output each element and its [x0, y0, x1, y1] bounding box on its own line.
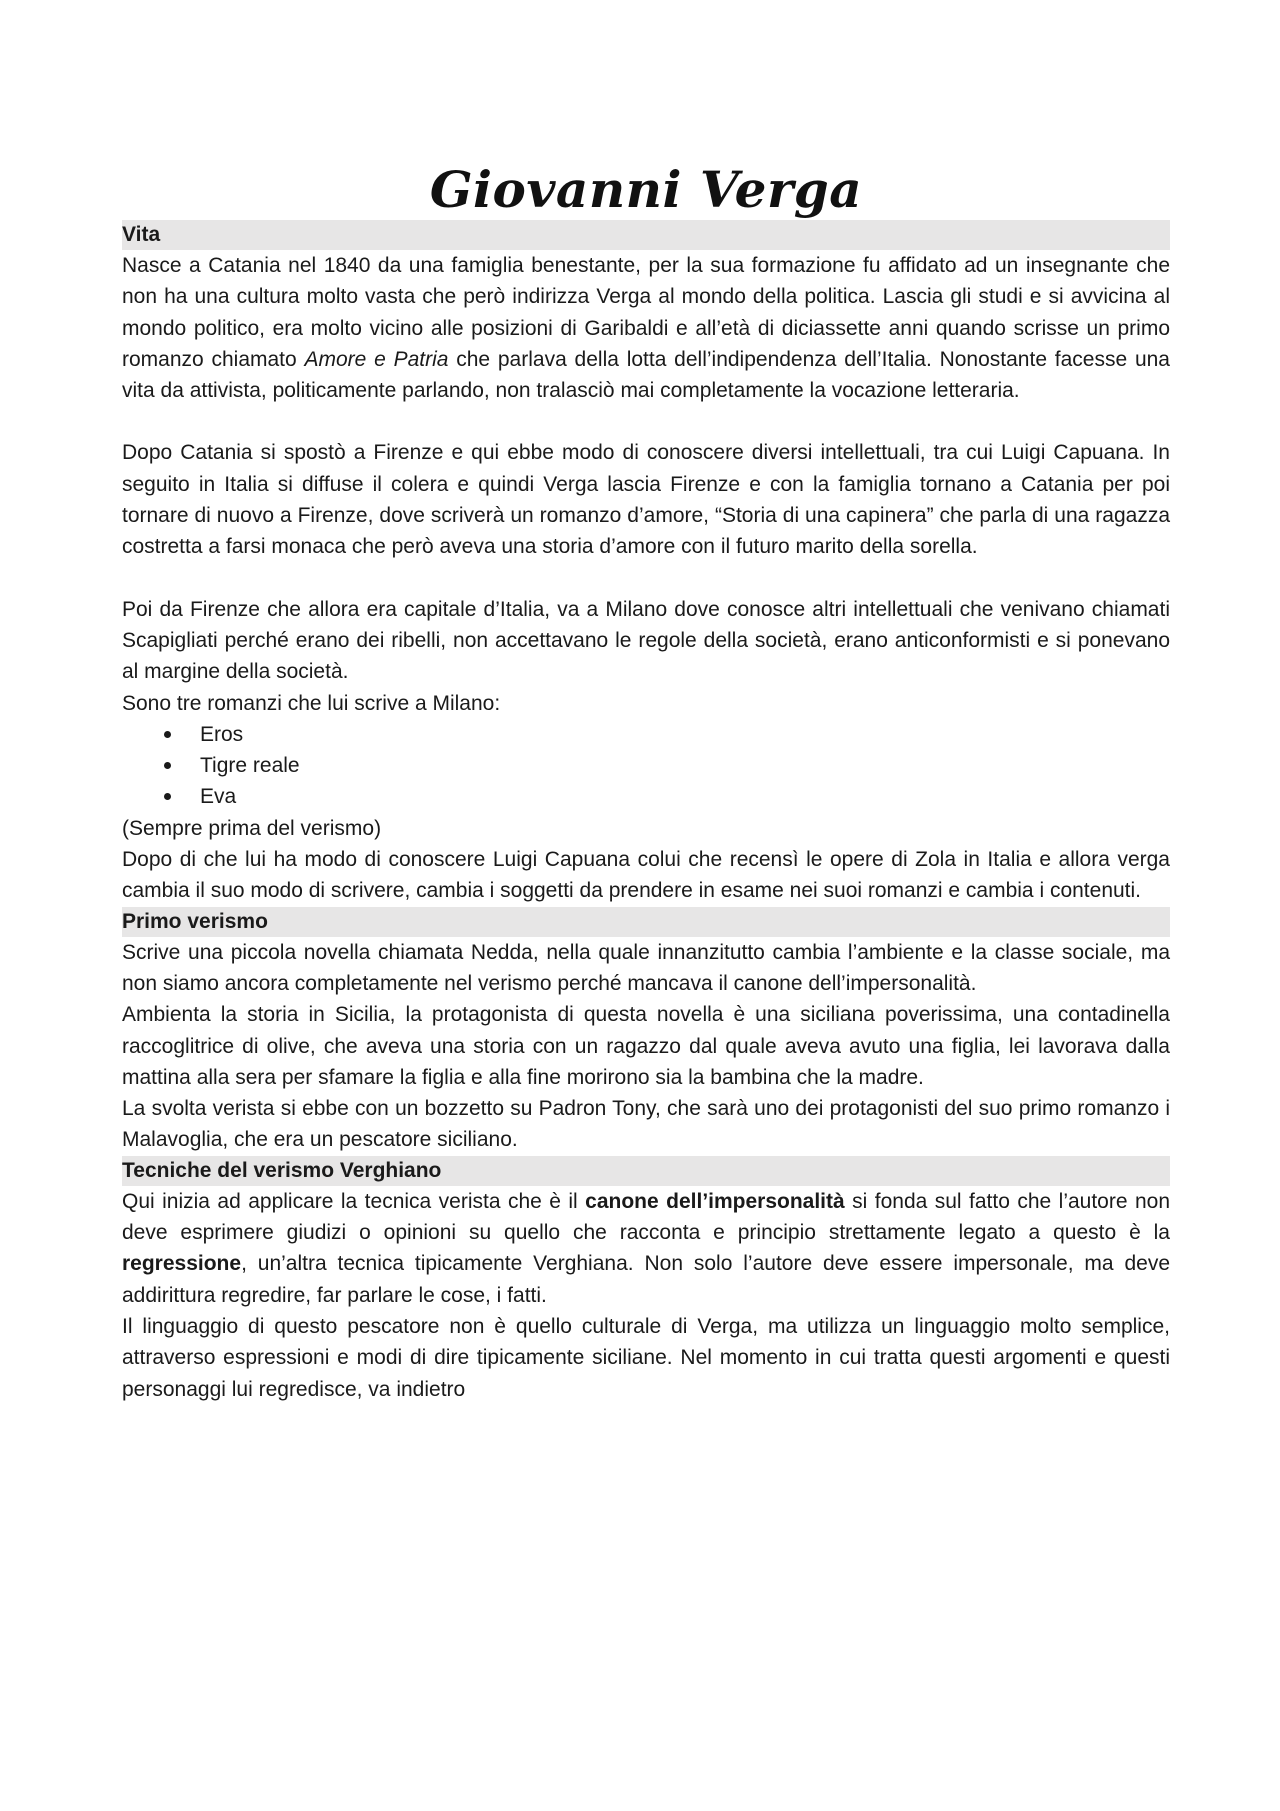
paragraph-vita-6: Dopo di che lui ha modo di conoscere Luigi Capuana colui che recensì le opere di Zola in Italia e allora verga cambia il suo modo di scrivere, cambia i soggetti da prendere in esame nei suoi romanzi e cambia i contenuti.: [122, 848, 1170, 903]
section-heading-tecniche: Tecniche del verismo Verghiano: [122, 1156, 1170, 1186]
paragraph-text: Qui inizia ad applicare la tecnica verista che è il: [122, 1189, 586, 1213]
paragraph-vita-3: Poi da Firenze che allora era capitale d’Italia, va a Milano dove conosce altri intellettuali che venivano chiamati Scapigliati perché erano dei ribelli, non accettavano le regole della società, erano anticonformisti e si ponevano al margine della società.: [122, 597, 1170, 684]
bold-term-impersonalita: canone dell’impersonalità: [585, 1189, 845, 1213]
section-heading-vita: Vita: [122, 220, 1170, 250]
italic-book-title: Amore e Patria: [304, 347, 449, 371]
document-body: [122, 160, 1170, 1405]
section-heading-primo-verismo: Primo verismo: [122, 907, 1170, 937]
paragraph-text: Nasce a Catania nel 1840 da una famiglia benestante, per la sua formazione fu affidato ad un insegnante che non ha una cultura molto vasta che però indirizza Verga al mondo della politica. Lascia gli studi e si avvicina al mondo politico, era molto vicino alle posizioni di Garibaldi e all’età di diciassette anni quando scrisse un primo romanzo chiamato: [122, 254, 1170, 371]
paragraph-primo-verismo-2: Ambienta la storia in Sicilia, la protagonista di questa novella è una siciliana poverissima, una contadinella raccoglitrice di olive, che aveva una storia con un ragazzo dal quale aveva avuto una figlia, lei lavorava dalla mattina alla sera per sfamare la figlia e alla fine morirono sia la bambina che la madre.: [122, 1003, 1170, 1089]
list-item-label: Eros: [200, 722, 244, 746]
list-item: [122, 719, 1170, 750]
paragraph-vita-2: Dopo Catania si spostò a Firenze e qui ebbe modo di conoscere diversi intellettuali, tra cui Luigi Capuana. In seguito in Italia si diffuse il colera e quindi Verga lascia Firenze e con la famiglia tornano a Catania per poi tornare di nuovo a Firenze, dove scriverà un romanzo d’amore, “Storia di una capinera” che parla di una ragazza costretta a farsi monaca che però aveva una storia d’amore con il futuro marito della sorella.: [122, 441, 1170, 559]
paragraph-vita-5: (Sempre prima del verismo): [122, 816, 382, 840]
list-item: [122, 781, 1170, 812]
paragraph-vita-4: Sono tre romanzi che lui scrive a Milano:: [122, 691, 501, 715]
paragraph-gap: [122, 563, 1170, 594]
paragraph-primo-verismo-1: Scrive una piccola novella chiamata Nedda, nella quale innanzitutto cambia l’ambiente e la classe sociale, ma non siamo ancora completamente nel verismo perché mancava il canone dell’impersonalità.: [122, 940, 1170, 995]
paragraph-vita-1: [122, 250, 1170, 406]
bullet-icon: [164, 731, 171, 738]
paragraph-primo-verismo-3: La svolta verista si ebbe con un bozzetto su Padron Tony, che sarà uno dei protagonisti del suo primo romanzo i Malavoglia, che era un pescatore siciliano.: [122, 1097, 1170, 1152]
paragraph-gap: [122, 406, 1170, 437]
list-item-label: Eva: [200, 785, 237, 809]
list-item: [122, 750, 1170, 781]
bold-term-regressione: regressione: [122, 1252, 242, 1276]
paragraph-text: , un’altra tecnica tipicamente Verghiana. Non solo l’autore deve essere impersonale, ma deve addirittura regredire, far parlare le cose, i fatti.: [122, 1252, 1170, 1307]
list-item-label: Tigre reale: [200, 754, 300, 778]
bullet-icon: [164, 793, 171, 800]
paragraph-text: si fonda sul fatto che l’autore non deve esprimere giudizi o opinioni su quello che racconta e principio strettamente legato a questo è la: [122, 1189, 1171, 1245]
page-title: Giovanni Verga: [429, 160, 863, 219]
paragraph-tecniche-1: [122, 1186, 1170, 1311]
novels-list: [122, 719, 1170, 813]
paragraph-tecniche-2: Il linguaggio di questo pescatore non è quello culturale di Verga, ma utilizza un linguaggio molto semplice, attraverso espressioni e modi di dire tipicamente siciliane. Nel momento in cui tratta questi argomenti e questi personaggi lui regredisce, va indietro: [122, 1314, 1170, 1401]
paragraph-text: che parlava della lotta dell’indipendenza dell’Italia. Nonostante facesse una vita da attivista, politicamente parlando, non tralasciò mai completamente la vocazione letteraria.: [122, 347, 1170, 403]
bullet-icon: [164, 762, 171, 769]
